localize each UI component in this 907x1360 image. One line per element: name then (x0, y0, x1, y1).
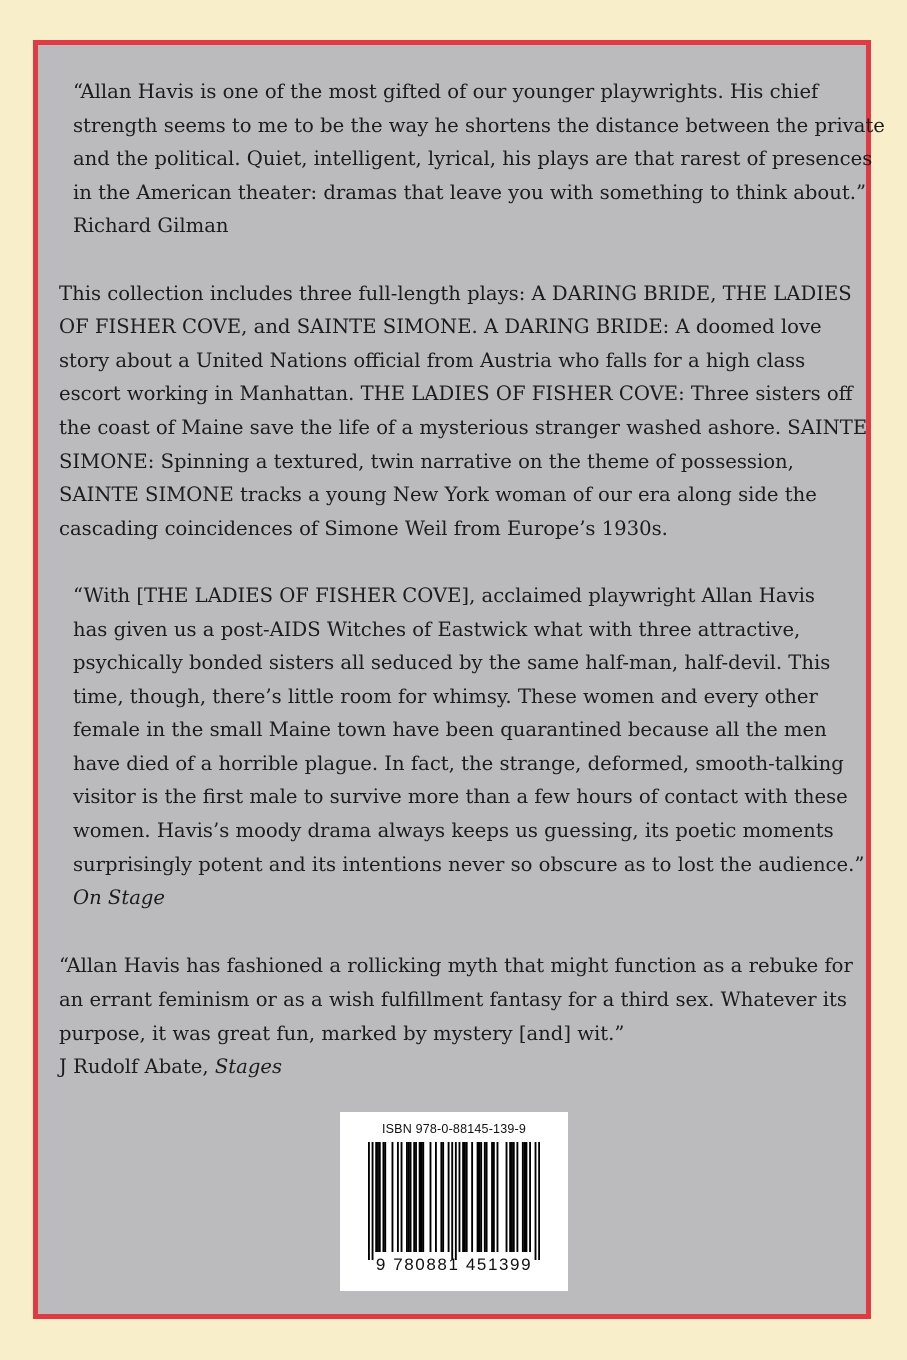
description-line: story about a United Nations official from Austria who falls for a high class (59, 348, 806, 372)
barcode-bar (516, 1142, 518, 1252)
barcode-bar (392, 1142, 394, 1252)
barcode-bar (375, 1142, 377, 1252)
barcode-bar (442, 1142, 444, 1252)
barcode-bar (511, 1142, 513, 1252)
barcode-bar (526, 1142, 528, 1252)
barcode-bar (535, 1142, 537, 1260)
barcode-bar (471, 1142, 473, 1252)
quote-line: in the American theater: dramas that leave you with something to think about.” (73, 180, 866, 204)
barcode-bar (410, 1142, 412, 1252)
barcode-bar (377, 1142, 379, 1252)
barcode-bar (484, 1142, 486, 1252)
barcode-digits: 9 780881 451399 (375, 1255, 533, 1274)
quote-line: and the political. Quiet, intelligent, lyrical, his plays are that rarest of presences (73, 147, 873, 171)
barcode-bar (401, 1142, 403, 1252)
barcode-bar (459, 1142, 461, 1252)
barcode-bar (440, 1142, 442, 1252)
description-line: the coast of Maine save the life of a mysterious stranger washed ashore. SAINTE (59, 415, 868, 439)
barcode-bar (480, 1142, 482, 1252)
barcode-bar (524, 1142, 526, 1252)
barcode-bar (421, 1142, 423, 1252)
description-line: escort working in Manhattan. THE LADIES OF FISHER COVE: Three sisters off (59, 382, 853, 406)
barcode-bar (455, 1142, 457, 1260)
quote-line: visitor is the first male to survive more than a few hours of contact with these (73, 785, 848, 809)
barcode-bar (415, 1142, 417, 1252)
barcode-bar (382, 1142, 384, 1252)
description-line: This collection includes three full-length plays: A DARING BRIDE, THE LADIES (59, 281, 852, 305)
barcode-bar (422, 1142, 424, 1252)
attribution-name: J Rudolf Abate, (59, 1055, 215, 1079)
barcode-bar (491, 1142, 493, 1252)
barcode-bar (509, 1142, 511, 1252)
quote-line: “With [THE LADIES OF FISHER COVE], acclaimed playwright Allan Havis (73, 583, 815, 607)
quote-line: have died of a horrible plague. In fact, the strange, deformed, smooth-talking (73, 751, 844, 775)
quote-attribution: Richard Gilman (73, 214, 229, 238)
barcode-bar (406, 1142, 408, 1252)
quote-line: female in the small Maine town have been quarantined because all the men (73, 718, 827, 742)
quote-gilman (59, 75, 885, 243)
quote-line: time, though, there’s little room for whimsy. These women and every other (73, 684, 818, 708)
barcode-bar (413, 1142, 415, 1252)
barcode-bar (522, 1142, 524, 1252)
barcode-bar (372, 1142, 374, 1260)
quote-line: surprisingly potent and its intentions never so obscure as to lost the audience.” (73, 852, 865, 876)
quote-stages (59, 949, 853, 1083)
quote-line: psychically bonded sisters all seduced by the same half-man, half-devil. This (73, 651, 831, 675)
barcode-bar (513, 1142, 515, 1252)
quote-line: “Allan Havis is one of the most gifted of our younger playwrights. His chief (73, 80, 819, 103)
barcode-bar (464, 1142, 466, 1252)
description-line: OF FISHER COVE, and SAINTE SIMONE. A DARING BRIDE: A doomed love (59, 315, 822, 339)
barcode-bar (397, 1142, 399, 1252)
barcode-bar (477, 1142, 479, 1252)
barcode-bar (408, 1142, 410, 1252)
description-line: SIMONE: Spinning a textured, twin narrative on the theme of possession, (59, 449, 794, 473)
barcode-bar (448, 1142, 450, 1252)
barcode-bar (430, 1142, 432, 1252)
quote-line: an errant feminism or as a wish fulfillment fantasy for a third sex. Whatever its (59, 987, 847, 1011)
barcode-bar (435, 1142, 437, 1252)
barcode-bar (506, 1142, 508, 1252)
description-line: cascading coincidences of Simone Weil from Europe’s 1930s. (59, 516, 668, 540)
barcode-bar (493, 1142, 495, 1252)
collection-description (59, 277, 868, 546)
barcode-bars (368, 1142, 540, 1260)
quote-attribution (59, 1050, 847, 1084)
isbn-barcode (340, 1112, 568, 1291)
back-cover-text (59, 75, 885, 1084)
barcode-bar (419, 1142, 421, 1252)
quote-line: “Allan Havis has fashioned a rollicking myth that might function as a rebuke for (59, 954, 853, 978)
barcode-bar (497, 1142, 499, 1252)
barcode-bar (478, 1142, 480, 1252)
quote-attribution: On Stage (73, 886, 166, 910)
back-cover-panel (33, 40, 885, 1319)
description-line: SAINTE SIMONE tracks a young New York woman of our era along side the (59, 483, 817, 507)
barcode-bar (466, 1142, 468, 1252)
attribution-source: Stages (214, 1055, 283, 1079)
barcode-bar (379, 1142, 381, 1252)
barcode-bar (451, 1142, 453, 1260)
barcode-bar (368, 1142, 370, 1260)
quote-line: women. Havis’s moody drama always keeps us guessing, its poetic moments (73, 819, 834, 843)
barcode-bar (538, 1142, 540, 1260)
quote-on-stage (59, 579, 865, 915)
barcode-bar (462, 1142, 464, 1252)
barcode-bar (486, 1142, 488, 1252)
quote-line: strength seems to me to be the way he shortens the distance between the private (73, 113, 885, 137)
isbn-label: ISBN 978-0-88145-139-9 (381, 1122, 527, 1136)
quote-line: purpose, it was great fun, marked by mystery [and] wit.” (59, 1021, 625, 1045)
quote-line: has given us a post-AIDS Witches of Eastwick what with three attractive, (73, 617, 801, 641)
barcode-bar (384, 1142, 386, 1252)
barcode-bar (529, 1142, 531, 1252)
